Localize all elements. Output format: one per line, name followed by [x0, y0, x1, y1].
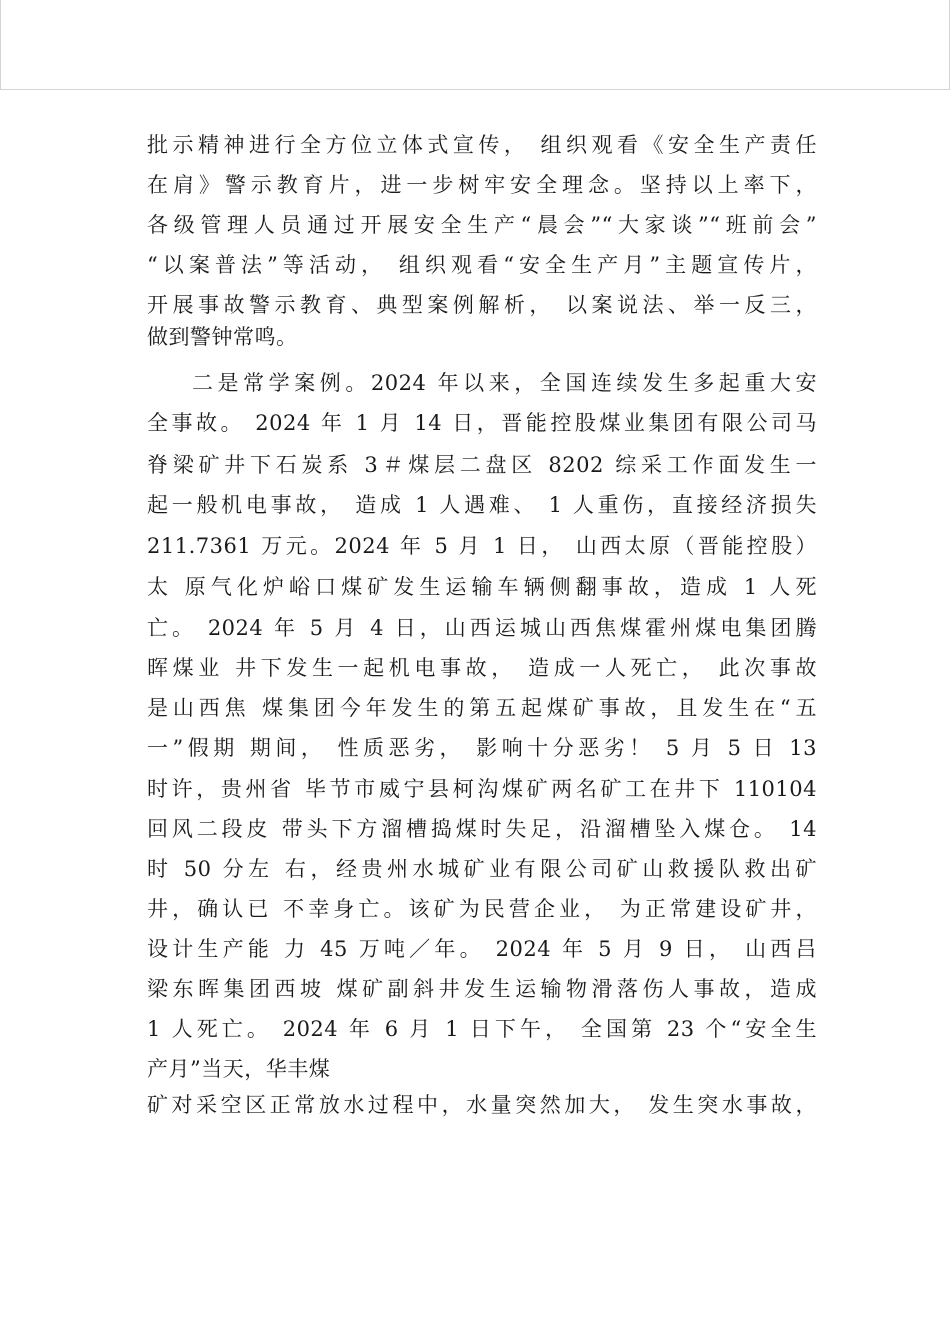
paragraph-line: 做到警钟常鸣。 [147, 325, 298, 349]
paragraph-line: 开展事故警示教育、典型案例解析， 以案说法、举一反三， [147, 293, 817, 317]
paragraph-line: 脊梁矿井下石炭系 3＃煤层二盘区 8202 综采工作面发生一 [147, 453, 817, 477]
paragraph-line: 时许，贵州省 毕节市威宁县柯沟煤矿两名矿工在井下 110104 [147, 777, 817, 801]
paragraph-line: 时 50 分左 右，经贵州水城矿业有限公司矿山救援队救出矿 [147, 857, 817, 881]
paragraph-line: 批示精神进行全方位立体式宣传， 组织观看《安全生产责任 [147, 133, 817, 157]
paragraph-line: 矿对采空区正常放水过程中，水量突然加大， 发生突水事故， [147, 1093, 817, 1117]
paragraph-line: 在肩》警示教育片，进一步树牢安全理念。坚持以上率下， [147, 173, 817, 197]
paragraph-line: 各级管理人员通过开展安全生产“晨会”“大家谈”“班前会” [147, 213, 817, 237]
paragraph-line: 太 原气化炉峪口煤矿发生运输车辆侧翻事故，造成 1 人死 [147, 575, 817, 599]
paragraph-line: 二是常学案例。2024 年以来，全国连续发生多起重大安 [147, 371, 817, 395]
paragraph-line: 晖煤业 井下发生一起机电事故， 造成一人死亡， 此次事故 [147, 656, 817, 680]
paragraph-line: 井，确认已 不幸身亡。该矿为民营企业， 为正常建设矿井， [147, 897, 817, 921]
paragraph-line: 一”假期 期间， 性质恶劣， 影响十分恶劣！ 5 月 5 日 13 [147, 736, 817, 760]
paragraph-line: 梁东晖集团西坡 煤矿副斜井发生运输物滑落伤人事故，造成 [147, 977, 817, 1001]
paragraph-line: 211.7361 万元。2024 年 5 月 1 日， 山西太原（晋能控股） [147, 534, 817, 558]
paragraph-line: 1 人死亡。 2024 年 6 月 1 日下午， 全国第 23 个“安全生 [147, 1017, 817, 1041]
paragraph-line: 全事故。 2024 年 1 月 14 日，晋能控股煤业集团有限公司马 [147, 411, 817, 435]
paragraph-line: “以案普法”等活动， 组织观看“安全生产月”主题宣传片， [147, 253, 817, 277]
paragraph-line: 回风二段皮 带头下方溜槽捣煤时失足，沿溜槽坠入煤仓。 14 [147, 817, 817, 841]
paragraph-line: 起一般机电事故， 造成 1 人遇难、 1 人重伤，直接经济损失 [147, 493, 817, 517]
paragraph-line: 是山西焦 煤集团今年发生的第五起煤矿事故，且发生在“五 [147, 696, 817, 720]
paragraph-line: 亡。 2024 年 5 月 4 日，山西运城山西焦煤霍州煤电集团腾 [147, 616, 817, 640]
paragraph-line: 设计生产能 力 45 万吨／年。 2024 年 5 月 9 日， 山西吕 [147, 937, 817, 961]
paragraph-line: 产月”当天，华丰煤 [147, 1057, 331, 1081]
